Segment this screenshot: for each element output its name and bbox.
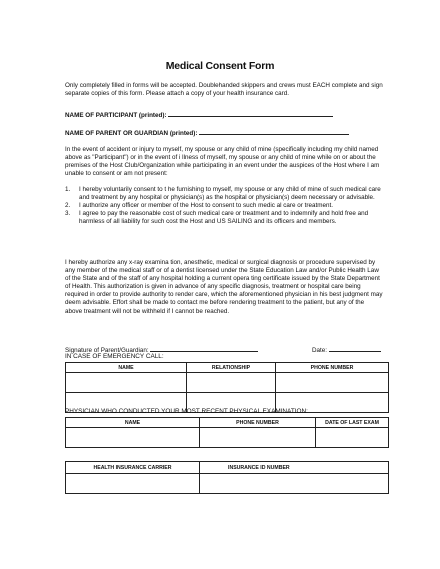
consent-paragraph: In the event of accident or injury to myself, my spouse or any child of mine (specifically including my child named above as "Participant") or in the event of i llness of myself, my spouse or any child of mine while on or about the premises of the Host Club/Organization while participating in an event under the auspices of the Host where I am unable to consent or am not present: [65,146,380,178]
date-field[interactable] [329,345,381,352]
consent-list [65,186,383,226]
list-item: 1. I hereby voluntarily consent to t he furnishing to myself, my spouse or any child of mine of such medical care and treatment by any hospital or physician(s) as the hospital or physician(s) deem necessary or advisable. [65,186,381,202]
guardian-label: NAME OF PARENT OR GUARDIAN (printed): [65,130,198,137]
authorization-paragraph: I hereby authorize any x-ray examina tion, anesthetic, medical or surgical diagnosis or procedure supervised by any member of the medical staff or of a dentist licensed under the State Education Law and/or Public Health Law of the State and of the staff of any hospital holding a current opera ting certificate issued by the State Department of Health. This authorization is given in advance of any specific diagnosis, treatment or hospital care being required in order to provide authority to render care, which the aforementioned physician in his best judgment may deem advisable. Effort shall be made to contact me before rendering treatment to the patient, but any of the above treatment will not be withheld if I cannot be reached. [65,259,383,315]
last-exam-date-cell[interactable] [316,428,389,448]
physician-name-cell[interactable] [66,428,200,448]
intro-text: Only completely filled in forms will be accepted. Doublehanded skippers and crews must EACH complete and sign separate copies of this form. Please attach a copy of your health insurance card. [65,82,383,98]
table-row [66,474,389,494]
participant-name-field[interactable] [168,110,333,117]
column-header: RELATIONSHIP [187,363,276,373]
column-header: PHONE NUMBER [200,418,316,428]
column-header: PHONE NUMBER [276,363,389,373]
table-row [66,428,389,448]
guardian-row [65,128,383,138]
column-header: DATE OF LAST EXAM [316,418,389,428]
physician-table [65,417,389,448]
insurance-table [65,461,389,494]
participant-label: NAME OF PARTICIPANT (printed): [65,112,167,119]
column-header: NAME [66,418,200,428]
date-row [312,345,381,355]
emergency-label: IN CASE OF EMERGENCY CALL: [65,353,164,360]
emergency-name-cell[interactable] [66,373,187,393]
emergency-phone-cell[interactable] [276,373,389,393]
signature-label: Signature of Parent/Guardian: [65,347,149,354]
insurance-carrier-cell[interactable] [66,474,200,494]
physician-label: PHYSICIAN WHO CONDUCTED YOUR MOST RECENT PHYSICAL EXAMINATION: [65,408,308,415]
insurance-id-cell[interactable] [200,474,389,494]
emergency-contact-table [65,362,389,413]
signature-field[interactable] [150,345,258,352]
table-row [66,373,389,393]
list-item: 3. I agree to pay the reasonable cost of such medical care or treatment and to indemnify and hold free and harmless of all liability for such cost the Host and US SAILING and its officers and members. [65,210,369,226]
date-label: Date: [312,347,328,354]
column-header: NAME [66,363,187,373]
list-item: 2. I authorize any officer or member of the Host to consent to such medic al care or treatment. [65,202,333,210]
guardian-name-field[interactable] [199,128,349,135]
emergency-relationship-cell[interactable] [187,373,276,393]
column-header: INSURANCE ID NUMBER [200,462,389,474]
participant-row [65,110,383,120]
physician-phone-cell[interactable] [200,428,316,448]
page-title: Medical Consent Form [165,60,275,72]
column-header: HEALTH INSURANCE CARRIER [66,462,200,474]
